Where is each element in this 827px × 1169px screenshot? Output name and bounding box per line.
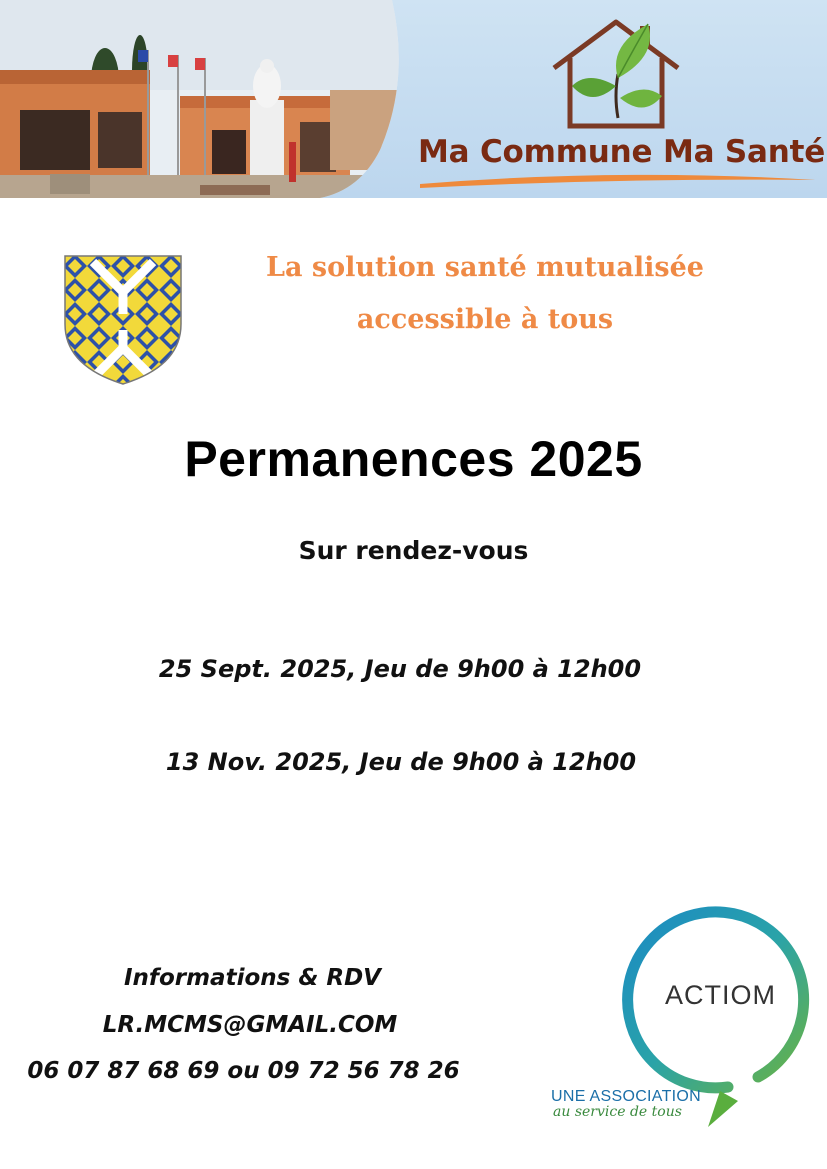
house-leaf-logo (548, 16, 684, 130)
page-title: Permanences 2025 (184, 431, 643, 487)
brand-underline-swoosh (418, 170, 818, 190)
town-hall-photo (0, 0, 410, 198)
actiom-wordmark: ACTIOM (665, 980, 776, 1010)
brand-name: Ma Commune Ma Santé (418, 134, 826, 170)
contact-heading: Informations & RDV (124, 965, 381, 991)
tagline-line-2: accessible à tous (356, 304, 614, 335)
contact-email[interactable]: LR.MCMS@GMAIL.COM (102, 1012, 398, 1038)
tagline-line-1: La solution santé mutualisée (266, 252, 704, 283)
municipal-crest (63, 254, 183, 386)
association-line: UNE ASSOCIATION (551, 1088, 702, 1105)
date-line: 13 Nov. 2025, Jeu de 9h00 à 12h00 (165, 748, 637, 776)
association-script-line: au service de tous (553, 1104, 682, 1120)
contact-phones[interactable]: 06 07 87 68 69 ou 09 72 56 78 26 (27, 1058, 460, 1084)
subtitle: Sur rendez-vous (298, 536, 529, 565)
header-banner (0, 0, 827, 198)
date-line: 25 Sept. 2025, Jeu de 9h00 à 12h00 (158, 655, 642, 683)
